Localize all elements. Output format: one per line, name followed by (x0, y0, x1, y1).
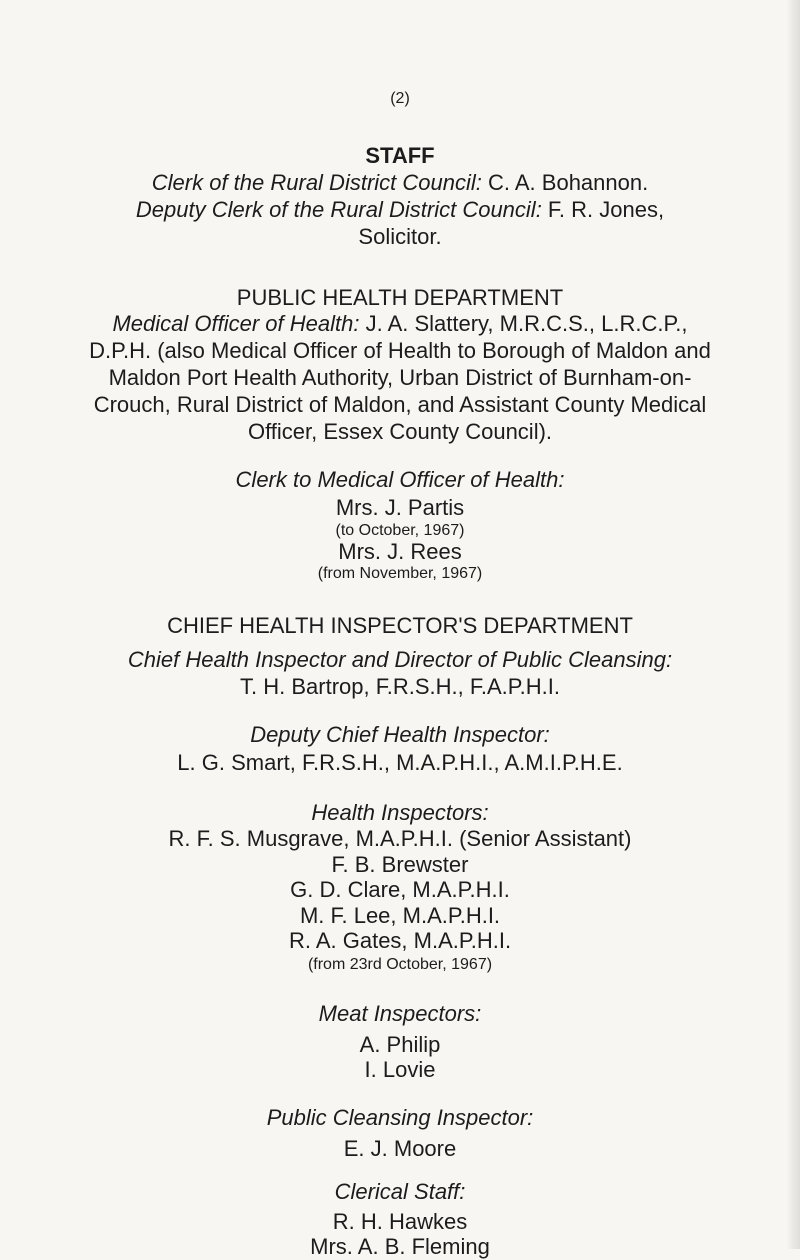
clerk-line (0, 170, 800, 196)
clerk-name: C. A. Bohannon. (481, 170, 649, 195)
health-inspectors-label: Health Inspectors: (311, 800, 489, 825)
health-inspector-item: R. F. S. Musgrave, M.A.P.H.I. (Senior Assistant) (168, 826, 632, 851)
cleansing-inspector-name: E. J. Moore (343, 1136, 457, 1161)
meat-inspector-item: A. Philip (359, 1032, 441, 1057)
clerk-moh-1-note: (to October, 1967) (335, 522, 465, 539)
deputy-clerk-label: Deputy Clerk of the Rural District Council: (135, 197, 542, 222)
deputy-inspector-label: Deputy Chief Health Inspector: (250, 722, 550, 747)
clerical-staff-item: R. H. Hawkes (332, 1209, 468, 1234)
health-inspector-item: G. D. Clare, M.A.P.H.I. (290, 877, 510, 902)
moh-line-2: D.P.H. (also Medical Officer of Health to Borough of Maldon and (89, 338, 711, 363)
chief-health-heading: CHIEF HEALTH INSPECTOR'S DEPARTMENT (167, 613, 633, 638)
health-inspector-item: R. A. Gates, M.A.P.H.I. (288, 928, 512, 953)
deputy-clerk-line (0, 197, 800, 223)
clerk-moh-2-note: (from November, 1967) (317, 565, 483, 582)
moh-line-3: Maldon Port Health Authority, Urban District of Burnham-on- (108, 365, 692, 390)
deputy-clerk-name: F. R. Jones, (541, 197, 665, 222)
chief-inspector-name: T. H. Bartrop, F.R.S.H., F.A.P.H.I. (240, 674, 560, 699)
health-inspector-note: (from 23rd October, 1967) (307, 956, 493, 973)
clerk-moh-1: Mrs. J. Partis (335, 495, 465, 520)
moh-line-4: Crouch, Rural District of Maldon, and Assistant County Medical (93, 392, 707, 417)
clerk-moh-2: Mrs. J. Rees (338, 539, 462, 564)
chief-inspector-label: Chief Health Inspector and Director of Public Cleansing: (127, 647, 673, 672)
deputy-inspector-name: L. G. Smart, F.R.S.H., M.A.P.H.I., A.M.I.P.H.E. (177, 750, 623, 775)
clerical-staff-item: Mrs. A. B. Fleming (310, 1234, 490, 1259)
moh-label: Medical Officer of Health: (112, 311, 360, 336)
cleansing-inspector-label: Public Cleansing Inspector: (266, 1105, 534, 1130)
moh-name: J. A. Slattery, M.R.C.S., L.R.C.P., (359, 311, 688, 336)
public-health-heading: PUBLIC HEALTH DEPARTMENT (236, 285, 564, 310)
deputy-clerk-title: Solicitor. (358, 224, 442, 249)
staff-heading: STAFF (365, 143, 435, 168)
health-inspector-item: F. B. Brewster (331, 852, 469, 877)
clerical-staff-label: Clerical Staff: (334, 1179, 466, 1204)
moh-line-5: Officer, Essex County Council). (247, 419, 553, 444)
meat-inspector-item: I. Lovie (364, 1057, 436, 1082)
meat-inspectors-label: Meat Inspectors: (318, 1001, 482, 1026)
clerk-label: Clerk of the Rural District Council: (151, 170, 482, 195)
moh-line-1 (0, 311, 800, 337)
page-number: (2) (390, 90, 410, 107)
clerk-moh-label: Clerk to Medical Officer of Health: (235, 467, 565, 492)
health-inspector-item: M. F. Lee, M.A.P.H.I. (299, 903, 501, 928)
